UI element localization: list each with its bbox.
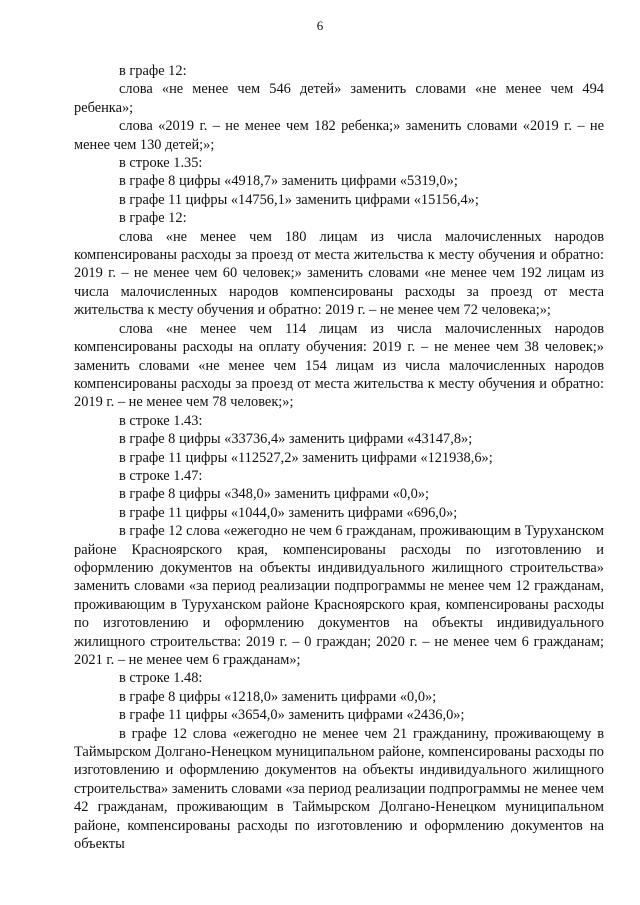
paragraph: в графе 8 цифры «348,0» заменить цифрами «0,0»; xyxy=(119,486,430,503)
paragraph: в графе 12: xyxy=(119,63,187,79)
paragraph: в строке 1.43: xyxy=(119,412,203,429)
paragraph: в графе 12 слова «ежегодно не чем 6 гражданам, проживающим в Туруханском районе Красноярского края, компенсированы расходы по изготовлению и оформлению документов на объекты индивидуального жилищного строительства» заменить словами «за период реализации подпрограммы не менее чем 12 гражданам, проживающим в Туруханском районе Красноярского края, компенсированы расходы по изготовлению и оформлению документов на объекты индивидуального жилищного строительства: 2019 г. – 0 граждан; 2020 г. – не менее чем 6 гражданам; 2021 г. – не менее чем 6 гражданам»; xyxy=(74,523,604,668)
paragraph: в графе 8 цифры «4918,7» заменить цифрами «5319,0»; xyxy=(119,173,458,190)
paragraph: в графе 8 цифры «1218,0» заменить цифрами «0,0»; xyxy=(119,688,437,705)
page-number: 6 xyxy=(316,18,324,33)
paragraph: слова «2019 г. – не менее чем 182 ребенка;» заменить словами «2019 г. – не менее чем 130 детей;»; xyxy=(74,118,604,153)
paragraph: слова «не менее чем 180 лицам из числа малочисленных народов компенсированы расходы за проезд от места жительства к месту обучения и обратно: 2019 г. – не менее чем 60 человек;» заменить словами «не менее чем 192 лицам из числа малочисленных народов компенсированы расходы за проезд от места жительства к месту обучения и обратно: 2019 г. – не менее чем 72 человека;»; xyxy=(74,228,604,319)
paragraph: слова «не менее чем 114 лицам из числа малочисленных народов компенсированы расходы на оплату обучения: 2019 г. – не менее чем 38 человек;» заменить словами «не менее чем 154 лицам из числа малочисленных народов компенсированы расходы за проезд от места жительства к месту обучения и обратно: 2019 г. – не менее чем 78 человек;»; xyxy=(74,320,604,411)
paragraph: в графе 11 цифры «1044,0» заменить цифрами «696,0»; xyxy=(119,504,458,521)
paragraph: в графе 8 цифры «33736,4» заменить цифрами «43147,8»; xyxy=(119,431,473,448)
paragraph: в строке 1.35: xyxy=(119,155,203,172)
paragraph: в графе 11 цифры «14756,1» заменить цифрами «15156,4»; xyxy=(119,191,479,208)
paragraph: в графе 11 цифры «112527,2» заменить цифрами «121938,6»; xyxy=(119,449,493,466)
paragraph: в строке 1.48: xyxy=(119,670,203,687)
paragraph: в графе 12: xyxy=(119,210,187,227)
document-body xyxy=(74,62,604,853)
paragraph: слова «не менее чем 546 детей» заменить словами «не менее чем 494 ребенка»; xyxy=(74,81,604,116)
paragraph: в графе 11 цифры «3654,0» заменить цифрами «2436,0»; xyxy=(119,707,465,724)
paragraph: в графе 12 слова «ежегодно не менее чем 21 гражданину, проживающему в Таймырском Долгано-Ненецком муниципальном районе, компенсированы расходы по изготовлению и оформлению документов на объекты индивидуального жилищного строительства» заменить словами «за период реализации подпрограммы не менее чем 42 гражданам, проживающим в Таймырском Долгано-Ненецком муниципальном районе, компенсированы расходы по изготовлению и оформлению документов на объекты xyxy=(74,725,604,853)
paragraph: в строке 1.47: xyxy=(119,467,203,484)
